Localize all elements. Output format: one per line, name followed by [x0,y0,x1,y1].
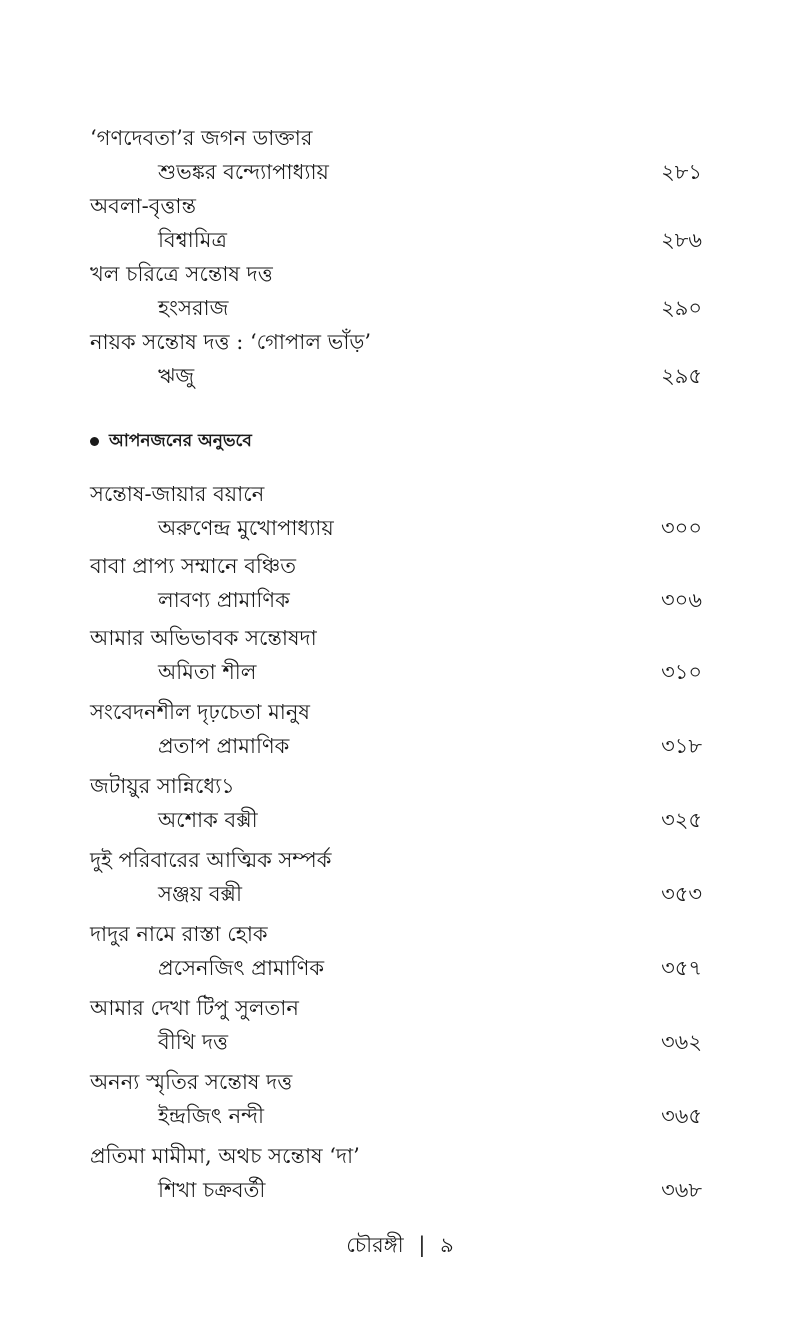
entry-title: দুই পরিবারের আত্মিক সম্পর্ক [90,848,332,872]
toc-entry [90,922,702,990]
toc-entry [90,626,702,694]
entry-byline [90,882,702,916]
entry-page-number: ৩১০ [661,660,702,684]
toc-entry [90,126,702,194]
toc-entry [90,774,702,842]
toc-entry [90,482,702,550]
toc-entry [90,262,702,330]
section-heading [90,430,252,452]
entry-page-number: ৩৬২ [661,1030,702,1054]
entry-page-number: ৩৫৭ [661,956,702,980]
entry-title: প্রতিমা মামীমা, অথচ সন্তোষ ‘দা’ [90,1144,360,1168]
entry-page-number: ৩৬৫ [661,1104,702,1128]
toc-entry [90,330,702,398]
entry-author: বীথি দত্ত [158,1030,229,1054]
entry-byline [90,228,702,262]
entry-title: সংবেদনশীল দৃঢ়চেতা মানুষ [90,700,310,724]
entry-author: হংসরাজ [158,296,229,320]
entry-author: অশোক বক্সী [158,808,258,832]
entry-author: শিখা চক্রবর্তী [158,1178,266,1202]
entry-byline [90,588,702,622]
entry-title: অবলা-বৃত্তান্ত [90,194,196,218]
entry-byline [90,956,702,990]
entry-page-number: ২৯৫ [661,364,702,388]
entry-title: সন্তোষ-জায়ার বয়ানে [90,482,265,506]
entry-author: অরুণেন্দ্র মুখোপাধ্যায় [158,516,334,540]
toc-entry [90,1144,702,1212]
entry-byline [90,808,702,842]
entry-author: সঞ্জয় বক্সী [158,882,242,906]
entry-title: নায়ক সন্তোষ দত্ত : ‘গোপাল ভাঁড়’ [90,330,372,354]
toc-entry [90,996,702,1064]
entry-author: শুভঙ্কর বন্দ্যোপাধ্যায় [158,160,329,184]
bullet-icon [90,437,99,446]
entry-page-number: ৩০০ [661,516,702,540]
entry-page-number: ৩২৫ [661,808,702,832]
entry-title: বাবা প্রাপ্য সম্মানে বঞ্চিত [90,554,297,578]
page-footer [0,1232,800,1258]
toc-entry [90,700,702,768]
entry-page-number: ৩৫৩ [661,882,702,906]
toc-entry [90,1070,702,1138]
entry-page-number: ২৯০ [661,296,702,320]
entry-author: ঋজু [158,364,195,388]
entry-title: দাদুর নামে রাস্তা হোক [90,922,268,946]
entry-author: লাবণ্য প্রামাণিক [158,588,290,612]
entry-byline [90,516,702,550]
footer-page-number: ৯ [440,1233,454,1257]
entry-byline [90,1104,702,1138]
entry-author: ইন্দ্রজিৎ নন্দী [158,1104,264,1128]
toc-entry [90,848,702,916]
entry-title: অনন্য স্মৃতির সন্তোষ দত্ত [90,1070,293,1094]
entry-page-number: ৩১৮ [661,734,702,758]
footer-book-title: চৌরঙ্গী [346,1233,404,1257]
entry-byline [90,160,702,194]
entry-byline [90,1030,702,1064]
entry-author: প্রসেনজিৎ প্রামাণিক [158,956,325,980]
entry-title: আমার দেখা টিপু সুলতান [90,996,299,1020]
entry-byline [90,364,702,398]
entry-title: আমার অভিভাবক সন্তোষদা [90,626,317,650]
entry-author: প্রতাপ প্রামাণিক [158,734,290,758]
entry-byline [90,296,702,330]
entry-author: বিশ্বামিত্র [158,228,227,252]
entry-page-number: ২৮৬ [661,228,702,252]
toc-entry [90,554,702,622]
entry-title: জটায়ুর সান্নিধ্যে১ [90,774,235,798]
entry-title: খল চরিত্রে সন্তোষ দত্ত [90,262,273,286]
entry-title: ‘গণদেবতা’র জগন ডাক্তার [90,126,313,150]
entry-byline [90,734,702,768]
entry-page-number: ৩০৬ [661,588,702,612]
footer-separator: | [418,1233,426,1257]
section-heading-text: আপনজনের অনুভবে [109,431,252,451]
entry-author: অমিতা শীল [158,660,257,684]
entry-page-number: ৩৬৮ [661,1178,702,1202]
entry-byline [90,660,702,694]
entry-byline [90,1178,702,1212]
toc-entry [90,194,702,262]
entry-page-number: ২৮১ [661,160,702,184]
